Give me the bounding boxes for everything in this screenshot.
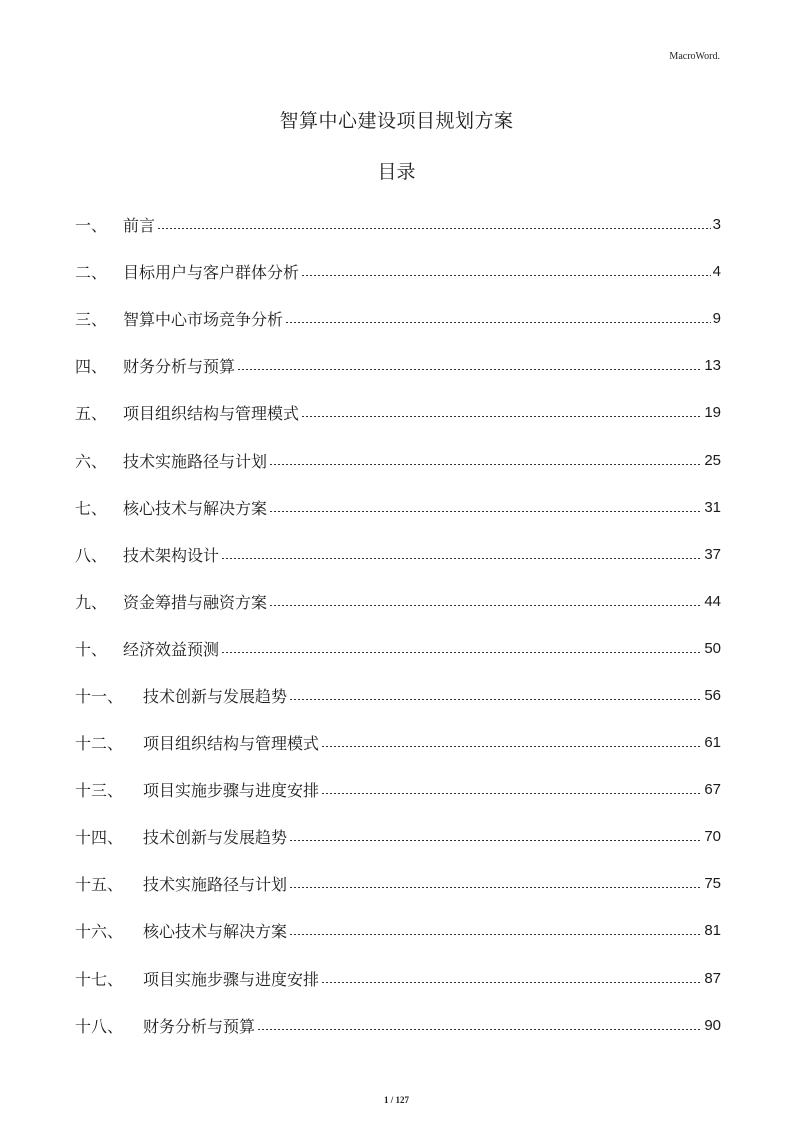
toc-dot-leader bbox=[221, 652, 702, 653]
toc-entry-title: 技术架构设计 bbox=[123, 545, 220, 565]
toc-dot-leader bbox=[269, 464, 702, 465]
toc-entry-page: 70 bbox=[704, 828, 721, 846]
toc-heading: 目录 bbox=[377, 161, 416, 183]
toc-entry-number: 十八、 bbox=[75, 1016, 124, 1036]
toc-entry-number: 九、 bbox=[75, 592, 108, 612]
toc-dot-leader bbox=[321, 793, 702, 794]
toc-entry-number: 十四、 bbox=[75, 828, 124, 848]
toc-dot-leader bbox=[301, 416, 702, 417]
toc-entry-page: 81 bbox=[704, 922, 721, 940]
toc-entry[interactable] bbox=[75, 766, 721, 813]
page-indicator: 1 / 127 bbox=[383, 1095, 409, 1105]
toc-entry-number: 二、 bbox=[75, 263, 108, 283]
toc-entry-title: 财务分析与预算 bbox=[123, 357, 236, 377]
toc-entry[interactable] bbox=[75, 719, 721, 766]
toc-entry-page: 75 bbox=[704, 875, 721, 893]
toc-entry-title: 项目组织结构与管理模式 bbox=[143, 734, 320, 754]
toc-entry-page: 67 bbox=[704, 781, 721, 799]
toc-dot-leader bbox=[289, 887, 702, 888]
toc-entry-page: 25 bbox=[704, 451, 721, 469]
document-title: 智算中心建设项目规划方案 bbox=[279, 110, 514, 132]
toc-entry-number: 十六、 bbox=[75, 922, 124, 942]
toc-entry[interactable] bbox=[75, 248, 721, 295]
toc-entry-title: 经济效益预测 bbox=[123, 639, 220, 659]
toc-entry[interactable] bbox=[75, 625, 721, 672]
toc-entry-title: 项目实施步骤与进度安排 bbox=[143, 969, 320, 989]
toc-entry-page: 19 bbox=[704, 404, 721, 422]
toc-entry[interactable] bbox=[75, 672, 721, 719]
toc-entry-page: 3 bbox=[712, 216, 721, 234]
toc-entry-title: 核心技术与解决方案 bbox=[143, 922, 288, 942]
toc-entry-title: 技术创新与发展趋势 bbox=[143, 686, 288, 706]
toc-entry[interactable] bbox=[75, 1002, 721, 1049]
toc-dot-leader bbox=[289, 934, 702, 935]
toc-entry-number: 十一、 bbox=[75, 686, 124, 706]
toc-entry-title: 项目组织结构与管理模式 bbox=[123, 404, 300, 424]
toc-dot-leader bbox=[289, 699, 702, 700]
toc-entry[interactable] bbox=[75, 201, 721, 248]
toc-entry-title: 资金筹措与融资方案 bbox=[123, 592, 268, 612]
toc-dot-leader bbox=[289, 840, 702, 841]
toc-entry-page: 31 bbox=[704, 498, 721, 516]
toc-entry-page: 44 bbox=[704, 592, 721, 610]
toc-entry-page: 87 bbox=[704, 969, 721, 987]
toc-entry-number: 七、 bbox=[75, 498, 108, 518]
toc-entry-title: 技术创新与发展趋势 bbox=[143, 828, 288, 848]
toc-dot-leader bbox=[237, 369, 702, 370]
toc-dot-leader bbox=[257, 1029, 702, 1030]
toc-entry-title: 财务分析与预算 bbox=[143, 1016, 256, 1036]
toc-entry-page: 56 bbox=[704, 686, 721, 704]
toc-dot-leader bbox=[301, 275, 711, 276]
toc-entry-title: 技术实施路径与计划 bbox=[123, 451, 268, 471]
toc-entry-title: 项目实施步骤与进度安排 bbox=[143, 781, 320, 801]
toc-entry[interactable] bbox=[75, 342, 721, 389]
toc-entry-page: 4 bbox=[712, 263, 721, 281]
toc-entry[interactable] bbox=[75, 295, 721, 342]
toc-entry-title: 智算中心市场竞争分析 bbox=[123, 310, 284, 330]
header-brand: MacroWord. bbox=[669, 51, 720, 62]
toc-entry-number: 八、 bbox=[75, 545, 108, 565]
toc-entry-page: 37 bbox=[704, 545, 721, 563]
toc-dot-leader bbox=[321, 746, 702, 747]
toc-entry[interactable] bbox=[75, 389, 721, 436]
toc-entry-title: 目标用户与客户群体分析 bbox=[123, 263, 300, 283]
toc-entry-page: 13 bbox=[704, 357, 721, 375]
toc-dot-leader bbox=[221, 558, 702, 559]
toc-entry-number: 十三、 bbox=[75, 781, 124, 801]
toc-entry[interactable] bbox=[75, 907, 721, 954]
toc-entry-page: 9 bbox=[712, 310, 721, 328]
table-of-contents bbox=[75, 201, 721, 1049]
toc-entry[interactable] bbox=[75, 860, 721, 907]
toc-entry-title: 核心技术与解决方案 bbox=[123, 498, 268, 518]
toc-entry-page: 90 bbox=[704, 1016, 721, 1034]
toc-entry[interactable] bbox=[75, 436, 721, 483]
toc-entry-title: 前言 bbox=[123, 216, 156, 236]
toc-entry-page: 61 bbox=[704, 734, 721, 752]
toc-dot-leader bbox=[285, 322, 711, 323]
toc-dot-leader bbox=[157, 228, 711, 229]
toc-entry-title: 技术实施路径与计划 bbox=[143, 875, 288, 895]
toc-entry[interactable] bbox=[75, 813, 721, 860]
toc-entry[interactable] bbox=[75, 578, 721, 625]
toc-entry[interactable] bbox=[75, 955, 721, 1002]
toc-entry-number: 六、 bbox=[75, 451, 108, 471]
toc-dot-leader bbox=[321, 982, 702, 983]
toc-entry-number: 十二、 bbox=[75, 734, 124, 754]
toc-entry-number: 五、 bbox=[75, 404, 108, 424]
toc-entry-number: 四、 bbox=[75, 357, 108, 377]
toc-entry-number: 十、 bbox=[75, 639, 108, 659]
toc-dot-leader bbox=[269, 511, 702, 512]
toc-entry-number: 十七、 bbox=[75, 969, 124, 989]
toc-entry-number: 一、 bbox=[75, 216, 108, 236]
toc-entry[interactable] bbox=[75, 484, 721, 531]
toc-entry[interactable] bbox=[75, 531, 721, 578]
toc-entry-page: 50 bbox=[704, 639, 721, 657]
toc-entry-number: 十五、 bbox=[75, 875, 124, 895]
toc-dot-leader bbox=[269, 605, 702, 606]
toc-entry-number: 三、 bbox=[75, 310, 108, 330]
